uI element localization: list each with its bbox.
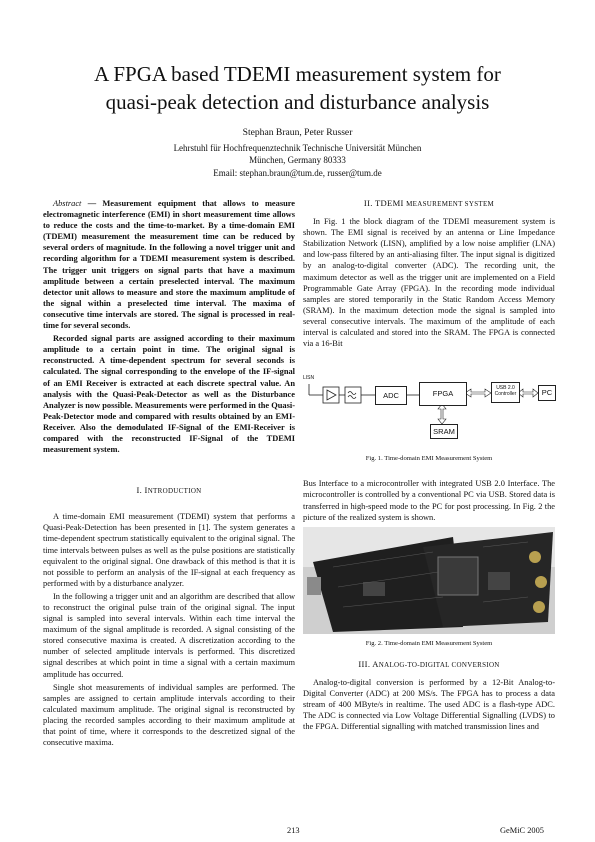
adc-box: ADC	[375, 386, 407, 405]
section-first-letter: I	[144, 485, 148, 496]
system-paragraph-2: Bus Interface to a microcontroller with integrated USB 2.0 Interface. The microcontroller is controlled by a conventional PC via USB. Stored data is transferred in high-speed mode to the PC for post processing. In Fig. 2 the picture of the realized system is shown.	[303, 479, 555, 522]
abstract-lead: Abstract	[53, 199, 82, 208]
section-first-word: TDEMI	[374, 198, 404, 208]
adc-paragraph: Analog-to-digital conversion is performed by a 12-Bit Analog-to-Digital Converter (ADC) at 200 MS/s. The FPGA has to process a data stream of 400 MByte/s in realtime. The used ADC is a flash-type ADC. The ADC is connected via Low Voltage Differential Signalling (LVDS) to the FPGA. Differential signalling with matched transmission lines and	[303, 677, 555, 732]
filter-box	[345, 387, 361, 403]
abstract-dash: —	[87, 199, 97, 208]
lisn-label: LISN	[303, 373, 314, 384]
system-paragraph-1: In Fig. 1 the block diagram of the TDEMI measurement system is shown. The EMI signal is received by an antenna or Line Impedance Stabilization Network (LISN), amplified by a low noise amplifier (LNA) and low-pass filtered by an anti-aliasing filter. The input signal is digitized by an analog-to-digital converter (ADC). The recording unit, the maximum detector as well as the trigger unit are implemented on a Field Programmable Gate Array (FPGA). In the recording mode individual samples are stored temporarily in the Static Random Access Memory (SRAM). In the maximum detection mode the signal is sampled into several consecutive intervals. The maximum of the amplitude of each interval is calculated and stored into the SRAM. The FPGA is connected via a 16-Bit	[303, 217, 555, 349]
paper-title	[20, 60, 575, 116]
controller-label: Controller	[494, 391, 517, 398]
left-column	[43, 198, 295, 750]
section-heading-introduction	[43, 485, 295, 497]
email: Email: stephan.braun@tum.de, russer@tum.de	[213, 167, 382, 178]
section-number: I.	[136, 485, 143, 496]
abstract	[43, 198, 295, 455]
section-first-letter: A	[372, 658, 379, 669]
fpga-sram-arrow	[438, 404, 446, 424]
section-number: III.	[358, 658, 371, 669]
intro-paragraph-1: A time-domain EMI measurement (TDEMI) system that performs a Quasi-Peak-Detection has been presented in [1]. The system generates a time-dependent spectrum statistically equivalent to the original signal. The time intervals between pulses as well as the pulse positions are statistically equivalent to the original signal. One drawback of this method is that it is not possible to perform an analysis of the IF-signal at each frequency as performed with by a disturbance analyzer.	[43, 512, 295, 588]
author-block	[20, 127, 575, 179]
usb-controller-box	[491, 382, 520, 403]
introduction-body	[43, 511, 295, 748]
conference-name: GeMiC 2005	[500, 826, 544, 835]
fpga-box: FPGA	[419, 382, 467, 406]
intro-paragraph-3: Single shot measurements of individual samples are performed. The samples are assigned to certain amplitude intervals according to their calculated maximum amplitude. The original signal is reconstructed by placing the recorded samples according to their maximum amplitude at that point of time, where it corresponds to the descretized signal of the consecutive maxima.	[43, 682, 295, 748]
section-heading-system	[303, 198, 555, 210]
figure-1-caption: Fig. 1. Time-domain EMI Measurement System	[365, 455, 493, 463]
intro-paragraph-2: In the following a trigger unit and an algorithm are described that allow to reconstruct the original pulse train of the original signal. The input signal is sampled into several intervals. Within each time interval the maximum of the signal amplitude is recorded. A signal consisting of the stored consecutive maxima is created. A discretization according to the number of selected amplitude intervals is performed. This discretized signal describes at which point in time a signal with a certain maximum amplitude has occurred.	[43, 591, 295, 679]
section-rest: MEASUREMENT SYSTEM	[406, 200, 495, 208]
title-line-2: quasi-peak detection and disturbance analysis	[105, 90, 490, 114]
figure-2-caption: Fig. 2. Time-domain EMI Measurement System	[365, 639, 493, 647]
authors: Stephan Braun, Peter Russer	[242, 127, 353, 138]
section-rest: NTRODUCTION	[147, 487, 202, 496]
page-number: 213	[287, 826, 300, 835]
section-rest: NALOG-TO-DIGITAL CONVERSION	[378, 660, 500, 669]
abstract-paragraph-1	[43, 198, 295, 331]
section-number: II.	[363, 198, 373, 208]
sram-box: SRAM	[430, 424, 458, 439]
usb-pc-arrow	[518, 389, 538, 397]
address: München, Germany 80333	[249, 155, 346, 165]
usb-label: USB 2.0	[496, 385, 515, 392]
affiliation: Lehrstuhl für Hochfrequenztechnik Technische Universität München	[173, 142, 422, 153]
block-diagram	[303, 353, 555, 457]
pc-box: PC	[538, 385, 556, 401]
title-line-1: A FPGA based TDEMI measurement system for	[94, 62, 501, 86]
right-column	[303, 198, 555, 734]
abstract-text-1: Measurement equipment that allows to measure electromagnetic interference (EMI) in short measurement time allows to reduce the costs and the time-to-market. By a time-domain EMI (TDEMI) measurement the measurement time can be reduced by several orders of magnitude. In the following a novel trigger unit and recording algorithm for a TDEMI measurement system is described. The trigger unit triggers on signal parts that have a maximum amplitude between a certain preselected interval. The maximum detector unit allows to measure and store the maximum amplitude of the signal within a preselected time interval. The maxima of consecutive time intervals are stored. The signal is processed in real-time for several seconds.	[43, 199, 296, 331]
pcb-photo-drawing	[303, 527, 555, 634]
fpga-usb-arrow	[465, 389, 491, 397]
system-photo	[303, 527, 555, 634]
section-heading-adc	[303, 659, 555, 671]
abstract-paragraph-2: Recorded signal parts are assigned according to their maximum amplitude to a certain point in time. The original signal is reconstructed. A time-dependent spectrum for several seconds is calculated. The signal corresponding to the envelope of the IF-signal of an EMI Receiver is extracted at each discrete spectral value. An analysis with the Quasi-Peak-Detector as well as the Disturbance Analyzer is now possible. Measurements were performed in the Quasi-Peak-Detector mode and compared with results obtained by an EMI-Receiver. Also the demodulated IF-Signal of the EMI-Receiver is compared with the reconstructed IF-Signal of the TDEMI measurement system.	[43, 334, 295, 455]
